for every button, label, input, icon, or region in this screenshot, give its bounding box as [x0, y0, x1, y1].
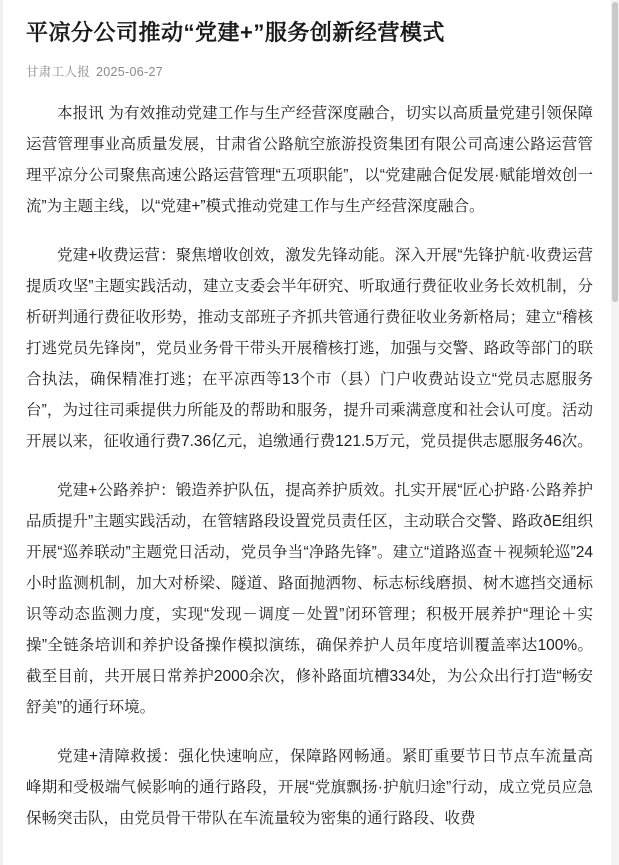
page-title: 平凉分公司推动“党建+”服务创新经营模式 [26, 20, 445, 45]
article-body [26, 98, 593, 834]
article-meta [26, 62, 593, 80]
article-paragraph: 党建+收费运营：聚焦增收创效，激发先锋动能。深入开展“先锋护航·收费运营提质攻坚”主题实践活动，建立支委会半年研究、听取通行费征收业务长效机制，分析研判通行费征收形势，推动支部班子齐抓共管通行费征收业务新格局；建立“稽核打逃党员先锋岗”，党员业务骨干带头开展稽核打逃，加强与交警、路政等部门的联合执法，确保精准打逃；在平凉西等13个市（县）门户收费站设立“党员志愿服务台”，为过往司乘提供力所能及的帮助和服务，提升司乘满意度和社会认可度。活动开展以来，征收通行费7.36亿元，追缴通行费121.5万元，党员提供志愿服务46次。 [26, 246, 593, 450]
article-paragraph: 党建+清障救援：强化快速响应，保障路网畅通。紧盯重要节日节点车流量高峰期和受极端气候影响的通行路段，开展“党旗飘扬·护航归途”行动，成立党员应急保畅突击队，由党员骨干带队在车流量较为密集的通行路段、收费 [26, 747, 593, 827]
article-paragraph: 本报讯 为有效推动党建工作与生产经营深度融合，切实以高质量党建引领保障运营管理事业高质量发展，甘肃省公路航空旅游投资集团有限公司高速公路运营管理平凉分公司聚焦高速公路运营管理“五项职能”，以“党建融合促发展·赋能增效创一流”为主题主线，以“党建+”模式推动党建工作与生产经营深度融合。 [26, 104, 593, 215]
scrollbar-thumb[interactable] [612, 2, 618, 302]
article-source: 甘肃工人报 [26, 64, 91, 79]
page-left-edge [0, 0, 3, 865]
article-paragraph: 党建+公路养护：锻造养护队伍，提高养护质效。扎实开展“匠心护路·公路养护品质提升”主题实践活动，在管辖路段设置党员责任区，主动联合交警、路政ðE组织开展“巡养联动”主题党日活动，党员争当“净路先锋”。建立“道路巡查＋视频轮巡”24小时监测机制，加大对桥梁、隧道、路面抛洒物、标志标线磨损、树木遮挡交通标识等动态监测力度，实现“发现－调度－处置”闭环管理；积极开展养护“理论＋实操”全链条培训和养护设备操作模拟演练，确保养护人员年度培训覆盖率达100%。截至目前，共开展日常养护2000余次，修补路面坑槽334处，为公众出行打造“畅安舒美”的通行环境。 [26, 481, 593, 716]
article-date: 2025-06-27 [96, 64, 163, 79]
vertical-scrollbar[interactable] [611, 0, 619, 865]
